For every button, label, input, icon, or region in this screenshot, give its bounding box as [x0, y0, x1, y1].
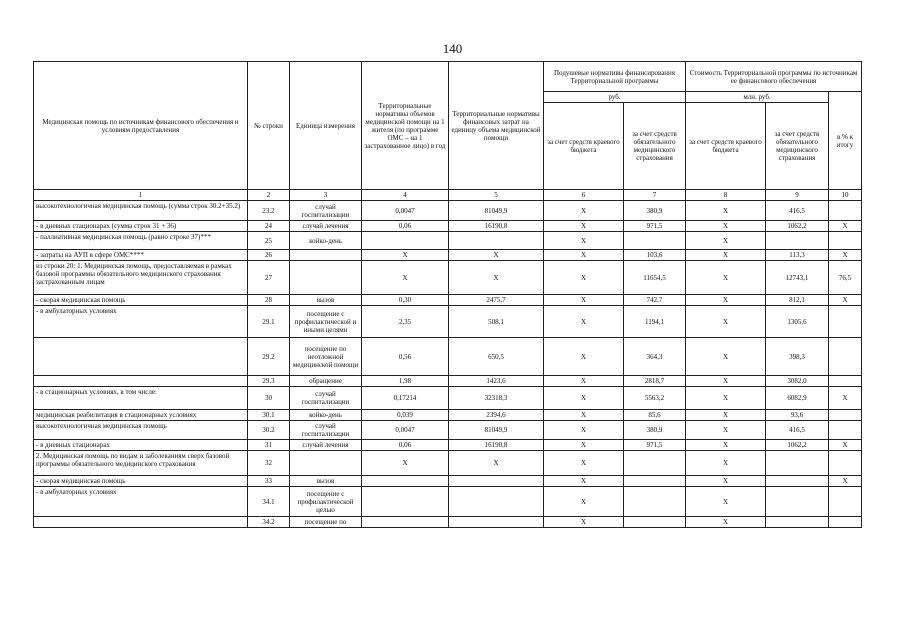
percent-cell: X — [829, 440, 862, 451]
regional-budget-mln-cell: X — [686, 440, 766, 451]
volume-norm-cell — [362, 232, 449, 250]
percent-cell: X — [829, 476, 862, 487]
line-number: 33 — [248, 476, 290, 487]
table-row — [34, 250, 862, 261]
cost-norm-cell: 16190,8 — [449, 440, 544, 451]
row-name — [34, 517, 248, 528]
percent-cell — [829, 201, 862, 221]
volume-norm-cell: 0,17214 — [362, 387, 449, 410]
regional-budget-rub-cell: X — [544, 201, 624, 221]
volume-norm-cell: 0,06 — [362, 221, 449, 232]
unit-cell: посещение с профилактической целью — [290, 487, 362, 517]
col-number: 2 — [248, 190, 290, 201]
regional-budget-rub-cell: X — [544, 295, 624, 306]
percent-cell: X — [829, 250, 862, 261]
oms-mln-cell: 812,1 — [766, 295, 829, 306]
page-number: 140 — [442, 41, 463, 56]
cost-norm-cell: 650,5 — [449, 338, 544, 376]
oms-mln-cell — [766, 451, 829, 476]
regional-budget-rub-cell: X — [544, 476, 624, 487]
row-name — [34, 338, 248, 376]
unit-cell: вызов — [290, 295, 362, 306]
volume-norm-cell: 0,06 — [362, 440, 449, 451]
unit-cell — [290, 250, 362, 261]
cost-norm-cell: X — [449, 261, 544, 295]
table-row — [34, 338, 862, 376]
table-row — [34, 451, 862, 476]
line-number: 25 — [248, 232, 290, 250]
oms-mln-cell: 398,3 — [766, 338, 829, 376]
regional-budget-rub-cell: X — [544, 232, 624, 250]
unit-cell: вызов — [290, 476, 362, 487]
percent-cell — [829, 487, 862, 517]
volume-norm-cell — [362, 476, 449, 487]
col-number: 5 — [449, 190, 544, 201]
oms-mln-cell — [766, 517, 829, 528]
cost-norm-cell: 16190,8 — [449, 221, 544, 232]
table-row — [34, 421, 862, 440]
percent-cell — [829, 410, 862, 421]
line-number: 26 — [248, 250, 290, 261]
header-percent-total: в % к итогу — [829, 92, 862, 190]
volume-norm-cell: 0,0047 — [362, 201, 449, 221]
regional-budget-mln-cell: X — [686, 306, 766, 338]
header-cost-norm: Территориальные нормативы финансовых затрат на единицу объема медицинской помощи — [449, 62, 544, 190]
percent-cell — [829, 376, 862, 387]
regional-budget-mln-cell: X — [686, 451, 766, 476]
regional-budget-mln-cell: X — [686, 338, 766, 376]
oms-rub-cell: 971,5 — [624, 440, 686, 451]
oms-rub-cell: 971,5 — [624, 221, 686, 232]
header-oms-mln: за счет средств обязательного медицинского страхования — [766, 103, 829, 190]
cost-norm-cell: 2475,7 — [449, 295, 544, 306]
cost-norm-cell — [449, 476, 544, 487]
volume-norm-cell: 0,56 — [362, 338, 449, 376]
oms-rub-cell: 11654,5 — [624, 261, 686, 295]
oms-rub-cell — [624, 451, 686, 476]
col-number: 8 — [686, 190, 766, 201]
cost-norm-cell — [449, 232, 544, 250]
unit-cell: случай лечения — [290, 221, 362, 232]
row-name — [34, 376, 248, 387]
unit-cell: случай госпитализации — [290, 421, 362, 440]
program-table — [33, 61, 862, 528]
oms-rub-cell: 1194,1 — [624, 306, 686, 338]
header-volume-norm: Территориальные нормативы объемов медицинской помощи на 1 жителя (по программе ОМС – на 1 застрахованное лицо) в год — [362, 62, 449, 190]
header-unit: Единица измерения — [290, 62, 362, 190]
oms-rub-cell — [624, 232, 686, 250]
col-number: 7 — [624, 190, 686, 201]
oms-rub-cell: 103,6 — [624, 250, 686, 261]
volume-norm-cell: 2,35 — [362, 306, 449, 338]
col-number: 3 — [290, 190, 362, 201]
line-number: 30.1 — [248, 410, 290, 421]
oms-mln-cell — [766, 232, 829, 250]
percent-cell: X — [829, 295, 862, 306]
line-number: 34.1 — [248, 487, 290, 517]
line-number: 30 — [248, 387, 290, 410]
regional-budget-mln-cell: X — [686, 201, 766, 221]
percent-cell — [829, 338, 862, 376]
oms-mln-cell: 6082,9 — [766, 387, 829, 410]
table-row — [34, 440, 862, 451]
line-number: 29.1 — [248, 306, 290, 338]
header-program-cost-group: Стоимость Территориальной программы по источникам ее финансового обеспечения — [686, 62, 862, 92]
oms-rub-cell: 85,6 — [624, 410, 686, 421]
volume-norm-cell — [362, 517, 449, 528]
cost-norm-cell: 32318,3 — [449, 387, 544, 410]
table-row — [34, 232, 862, 250]
col-number: 4 — [362, 190, 449, 201]
oms-mln-cell — [766, 476, 829, 487]
table-row — [34, 376, 862, 387]
row-name: - в дневных стационарах (сумма строк 31 + 36) — [34, 221, 248, 232]
cost-norm-cell: 1423,6 — [449, 376, 544, 387]
cost-norm-cell: X — [449, 250, 544, 261]
regional-budget-rub-cell: X — [544, 421, 624, 440]
unit-cell: посещение по неотложной медицинской помощи — [290, 338, 362, 376]
percent-cell: X — [829, 387, 862, 410]
line-number: 23.2 — [248, 201, 290, 221]
regional-budget-rub-cell: X — [544, 440, 624, 451]
regional-budget-rub-cell: X — [544, 338, 624, 376]
regional-budget-mln-cell: X — [686, 387, 766, 410]
percent-cell — [829, 421, 862, 440]
regional-budget-rub-cell: X — [544, 487, 624, 517]
unit-cell: посещение по — [290, 517, 362, 528]
regional-budget-rub-cell: X — [544, 517, 624, 528]
regional-budget-mln-cell: X — [686, 410, 766, 421]
regional-budget-mln-cell: X — [686, 421, 766, 440]
regional-budget-rub-cell: X — [544, 451, 624, 476]
oms-mln-cell: 1062,2 — [766, 440, 829, 451]
volume-norm-cell: 1,98 — [362, 376, 449, 387]
oms-rub-cell: 380,9 — [624, 421, 686, 440]
oms-rub-cell: 5563,2 — [624, 387, 686, 410]
regional-budget-mln-cell: X — [686, 376, 766, 387]
regional-budget-mln-cell: X — [686, 476, 766, 487]
volume-norm-cell: X — [362, 451, 449, 476]
oms-rub-cell — [624, 517, 686, 528]
header-line-no: № строки — [248, 62, 290, 190]
regional-budget-mln-cell: X — [686, 261, 766, 295]
unit-cell: койко-день — [290, 232, 362, 250]
volume-norm-cell: 0,30 — [362, 295, 449, 306]
row-name: - в стационарных условиях, в том числе: — [34, 387, 248, 410]
unit-cell — [290, 451, 362, 476]
regional-budget-mln-cell: X — [686, 221, 766, 232]
cost-norm-cell: 81049,9 — [449, 421, 544, 440]
regional-budget-rub-cell: X — [544, 387, 624, 410]
regional-budget-rub-cell: X — [544, 410, 624, 421]
unit-cell: посещение с профилактической и иными целями — [290, 306, 362, 338]
row-name: - затраты на АУП в сфере ОМС**** — [34, 250, 248, 261]
table-row — [34, 476, 862, 487]
regional-budget-mln-cell: X — [686, 517, 766, 528]
regional-budget-mln-cell: X — [686, 232, 766, 250]
volume-norm-cell: 0,039 — [362, 410, 449, 421]
regional-budget-mln-cell: X — [686, 250, 766, 261]
oms-rub-cell: 364,3 — [624, 338, 686, 376]
oms-rub-cell — [624, 476, 686, 487]
regional-budget-rub-cell: X — [544, 221, 624, 232]
regional-budget-mln-cell: X — [686, 487, 766, 517]
percent-cell: 76,5 — [829, 261, 862, 295]
cost-norm-cell: X — [449, 451, 544, 476]
oms-mln-cell: 416,5 — [766, 421, 829, 440]
row-name: высокотехнологичная медицинская помощь (сумма строк 30.2+35.2) — [34, 201, 248, 221]
volume-norm-cell: X — [362, 261, 449, 295]
oms-rub-cell: 380,9 — [624, 201, 686, 221]
oms-mln-cell: 93,6 — [766, 410, 829, 421]
line-number: 32 — [248, 451, 290, 476]
row-name: медицинская реабилитация в стационарных условиях — [34, 410, 248, 421]
table-row — [34, 261, 862, 295]
header-per-capita-group: Подушевые нормативы финансирования Территориальной программы — [544, 62, 686, 92]
unit-cell: обращение — [290, 376, 362, 387]
header-oms-rub: за счет средств обязательного медицинского страхования — [624, 103, 686, 190]
header-regional-budget-mln: за счет средств краевого бюджета — [686, 103, 766, 190]
oms-mln-cell: 1062,2 — [766, 221, 829, 232]
table-row — [34, 306, 862, 338]
oms-mln-cell: 1305,6 — [766, 306, 829, 338]
line-number: 24 — [248, 221, 290, 232]
table-row — [34, 517, 862, 528]
oms-mln-cell: 3082,0 — [766, 376, 829, 387]
table-row — [34, 387, 862, 410]
row-name: - в амбулаторных условиях — [34, 306, 248, 338]
table-row — [34, 410, 862, 421]
oms-mln-cell: 12743,1 — [766, 261, 829, 295]
unit-cell — [290, 261, 362, 295]
regional-budget-mln-cell: X — [686, 295, 766, 306]
cost-norm-cell: 2394,6 — [449, 410, 544, 421]
row-name: из строки 20: 1. Медицинская помощь, предоставляемая в рамках базовой программы обязательного медицинского страхования застрахованным лицам — [34, 261, 248, 295]
cost-norm-cell — [449, 517, 544, 528]
unit-cell: случай госпитализации — [290, 387, 362, 410]
line-number: 34.2 — [248, 517, 290, 528]
header-unit-mln-rub: млн. руб. — [686, 92, 829, 103]
oms-rub-cell: 2818,7 — [624, 376, 686, 387]
table-row — [34, 487, 862, 517]
oms-rub-cell — [624, 487, 686, 517]
regional-budget-rub-cell: X — [544, 376, 624, 387]
header-regional-budget-rub: за счет средств краевого бюджета — [544, 103, 624, 190]
row-name: 2. Медицинская помощь по видам и заболеваниям сверх базовой программы обязательного медицинского страхования — [34, 451, 248, 476]
table-row — [34, 221, 862, 232]
row-name: - в амбулаторных условиях — [34, 487, 248, 517]
oms-rub-cell: 742,7 — [624, 295, 686, 306]
line-number: 29.2 — [248, 338, 290, 376]
percent-cell: X — [829, 221, 862, 232]
row-name: высокотехнологичная медицинская помощь — [34, 421, 248, 440]
unit-cell: койко-день — [290, 410, 362, 421]
col-number: 6 — [544, 190, 624, 201]
row-name: - скорая медицинская помощь — [34, 295, 248, 306]
volume-norm-cell: 0,0047 — [362, 421, 449, 440]
row-name: - скорая медицинская помощь — [34, 476, 248, 487]
table-row — [34, 201, 862, 221]
unit-cell: случай лечения — [290, 440, 362, 451]
line-number: 27 — [248, 261, 290, 295]
oms-mln-cell: 113,3 — [766, 250, 829, 261]
percent-cell — [829, 232, 862, 250]
cost-norm-cell — [449, 487, 544, 517]
volume-norm-cell — [362, 487, 449, 517]
line-number: 28 — [248, 295, 290, 306]
row-name: - паллиативная медицинская помощь (равно строке 37)*** — [34, 232, 248, 250]
header-unit-rub: руб. — [544, 92, 686, 103]
row-name: - в дневных стационарах — [34, 440, 248, 451]
cost-norm-cell: 508,1 — [449, 306, 544, 338]
regional-budget-rub-cell: X — [544, 306, 624, 338]
percent-cell — [829, 451, 862, 476]
volume-norm-cell: X — [362, 250, 449, 261]
col-number: 9 — [766, 190, 829, 201]
col-number: 1 — [34, 190, 248, 201]
oms-mln-cell — [766, 487, 829, 517]
line-number: 30.2 — [248, 421, 290, 440]
cost-norm-cell: 81049,9 — [449, 201, 544, 221]
unit-cell: случай госпитализации — [290, 201, 362, 221]
regional-budget-rub-cell: X — [544, 250, 624, 261]
col-number: 10 — [829, 190, 862, 201]
table-row — [34, 295, 862, 306]
header-care-type: Медицинская помощь по источникам финансового обеспечения и условиям предоставления — [34, 62, 248, 190]
percent-cell — [829, 306, 862, 338]
line-number: 29.3 — [248, 376, 290, 387]
line-number: 31 — [248, 440, 290, 451]
oms-mln-cell: 416,5 — [766, 201, 829, 221]
regional-budget-rub-cell: X — [544, 261, 624, 295]
percent-cell — [829, 517, 862, 528]
